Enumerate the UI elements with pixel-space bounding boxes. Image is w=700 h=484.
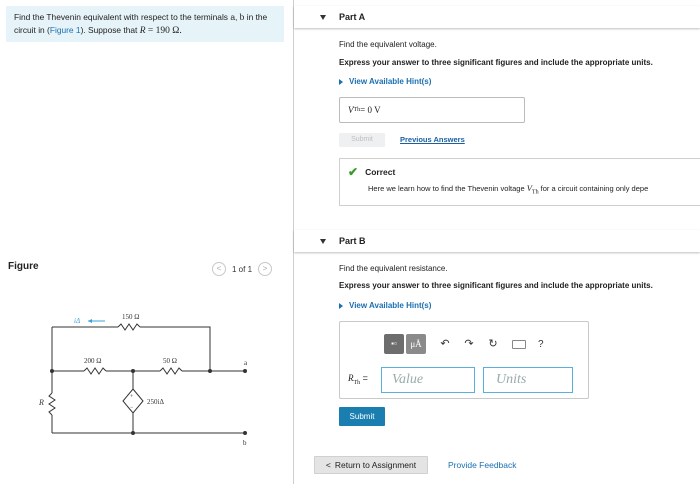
part-b-header[interactable] xyxy=(294,230,700,252)
part-b-submit-button[interactable]: Submit xyxy=(339,407,385,426)
chevron-left-icon: < xyxy=(325,460,331,470)
terminal-b: b xyxy=(239,13,245,23)
part-a-prompt: Find the equivalent voltage. xyxy=(339,40,437,49)
collapse-triangle-icon xyxy=(320,15,326,20)
return-to-assignment-button[interactable] xyxy=(314,456,428,474)
rth-eq: = xyxy=(360,373,368,383)
figure-pager xyxy=(212,262,272,276)
label-200: 200 Ω xyxy=(84,357,102,365)
node-4 xyxy=(131,431,135,435)
correct-var: V xyxy=(526,183,532,193)
label-50: 50 Ω xyxy=(163,357,177,365)
answer-sub: Th xyxy=(353,107,361,113)
part-a-hint-label: View Available Hint(s) xyxy=(349,77,432,86)
part-a-hint-link[interactable] xyxy=(339,77,431,86)
answer-editor xyxy=(339,321,589,399)
part-b-instructions: Express your answer to three significant figures and include the appropriate units. xyxy=(339,281,653,290)
symbols-icon[interactable]: μÅ xyxy=(406,334,426,354)
help-icon[interactable]: ? xyxy=(538,338,544,350)
terminal-b-dot xyxy=(243,431,247,435)
circuit-diagram xyxy=(30,305,260,455)
right-panel xyxy=(294,0,700,484)
problem-text-1: Find the Thevenin equivalent with respect to the terminals a, xyxy=(14,12,240,22)
answer-var: V xyxy=(348,105,354,115)
value-input[interactable]: Value xyxy=(381,367,475,393)
expand-triangle-icon xyxy=(339,303,343,309)
footer xyxy=(310,456,700,478)
part-a-answer-field xyxy=(339,97,525,123)
r-variable: R xyxy=(139,26,146,36)
prev-figure-button[interactable]: < xyxy=(212,262,226,276)
part-a-title: Part A xyxy=(339,12,366,22)
r-value: = 190 Ω. xyxy=(145,26,182,36)
label-R: R xyxy=(39,398,44,407)
part-a-submit-button: Submit xyxy=(339,133,385,147)
next-figure-button[interactable]: > xyxy=(258,262,272,276)
return-label: Return to Assignment xyxy=(334,460,417,470)
keyboard-icon[interactable] xyxy=(512,340,526,349)
part-b-prompt: Find the equivalent resistance. xyxy=(339,264,448,273)
part-b-title: Part B xyxy=(339,236,366,246)
part-b-hint-link[interactable] xyxy=(339,301,431,310)
rth-var: R xyxy=(348,373,354,383)
part-a-instructions: Express your answer to three significant figures and include the appropriate units. xyxy=(339,58,653,67)
correct-body xyxy=(368,183,692,196)
checkmark-icon: ✔ xyxy=(348,165,359,179)
expand-triangle-icon xyxy=(339,79,343,85)
current-arrowhead xyxy=(88,319,92,323)
label-150: 150 Ω xyxy=(122,313,140,321)
correct-feedback xyxy=(339,158,700,206)
node-3 xyxy=(50,369,54,373)
label-source: 250iΔ xyxy=(147,398,164,406)
redo-icon[interactable]: ↷ xyxy=(464,338,474,350)
terminal-a-dot xyxy=(243,369,247,373)
rth-label xyxy=(348,373,368,386)
label-minus: − xyxy=(130,405,134,411)
resistor-50 xyxy=(160,368,182,374)
rth-sub: Th xyxy=(353,379,361,386)
label-i-delta: iΔ xyxy=(74,317,81,325)
answer-value: = 0 V xyxy=(360,105,381,115)
reset-icon[interactable]: ↻ xyxy=(488,338,498,350)
node-2 xyxy=(208,369,212,373)
templates-icon[interactable]: ▪▫ xyxy=(384,334,404,354)
resistor-R xyxy=(49,393,55,415)
correct-tail: for a circuit containing only depe xyxy=(538,184,649,193)
previous-answers-link[interactable]: Previous Answers xyxy=(400,135,465,144)
editor-toolbar xyxy=(384,334,544,354)
figure-link[interactable]: Figure 1 xyxy=(49,25,81,35)
label-b: b xyxy=(243,439,247,447)
correct-title: Correct xyxy=(365,167,396,177)
units-input[interactable]: Units xyxy=(483,367,573,393)
part-b-hint-label: View Available Hint(s) xyxy=(349,301,432,310)
part-a-header[interactable] xyxy=(294,6,700,28)
node-1 xyxy=(131,369,135,373)
provide-feedback-link[interactable]: Provide Feedback xyxy=(448,460,517,470)
undo-icon[interactable]: ↶ xyxy=(440,338,450,350)
left-panel xyxy=(0,0,293,484)
collapse-triangle-icon xyxy=(320,239,326,244)
label-a: a xyxy=(244,359,248,367)
problem-statement xyxy=(6,6,284,42)
resistor-150 xyxy=(118,324,140,330)
problem-text-2: in the circuit in ( xyxy=(14,12,268,35)
correct-sub: Th xyxy=(531,189,539,196)
pager-text: 1 of 1 xyxy=(232,264,253,274)
figure-title: Figure xyxy=(8,261,39,272)
problem-text-3: ). Suppose that xyxy=(80,25,140,35)
correct-text: Here we learn how to find the Thevenin voltage xyxy=(368,184,527,193)
resistor-200 xyxy=(84,368,106,374)
correct-heading xyxy=(348,167,692,177)
label-plus: + xyxy=(130,394,134,400)
